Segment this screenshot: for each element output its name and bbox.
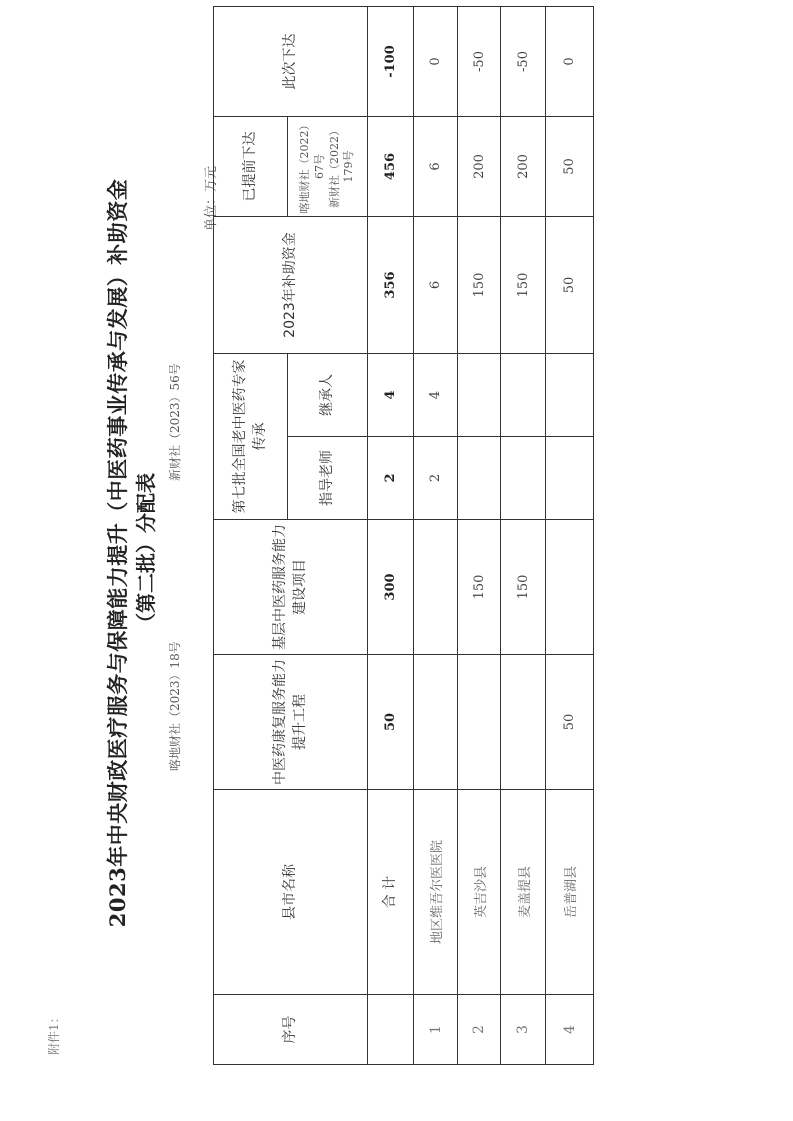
cell-seq: 1 <box>414 995 458 1065</box>
cell-rehab <box>501 655 546 790</box>
cell-name: 麦盖提县 <box>501 790 546 995</box>
cell-this-time: -50 <box>501 7 546 117</box>
cell-seq <box>368 995 414 1065</box>
cell-this-time: -50 <box>458 7 501 117</box>
cell-mentor: 2 <box>368 437 414 520</box>
cell-successor <box>458 354 501 437</box>
table-row <box>414 7 458 1065</box>
cell-mentor: 2 <box>414 437 458 520</box>
cell-prior: 6 <box>414 117 458 217</box>
cell-grassroots: 300 <box>368 520 414 655</box>
cell-prior: 200 <box>458 117 501 217</box>
cell-rehab: 50 <box>546 655 594 790</box>
prior-ref-2: 新财社（2022）179号 <box>327 125 356 208</box>
doc-number-left: 喀地财社（2023）18号 <box>168 641 182 771</box>
cell-mentor <box>501 437 546 520</box>
cell-prior: 50 <box>546 117 594 217</box>
document-subtitle: （第二批）分配表 <box>134 473 158 633</box>
cell-name: 合 计 <box>368 790 414 995</box>
cell-successor <box>546 354 594 437</box>
col-header-mentor: 指导老师 <box>288 437 368 520</box>
col-header-rehab: 中医药康复服务能力提升工程 <box>214 655 368 790</box>
cell-seq: 4 <box>546 995 594 1065</box>
unit-label: 单位：万元 <box>204 165 219 231</box>
cell-prior: 456 <box>368 117 414 217</box>
cell-this-time: 0 <box>414 7 458 117</box>
cell-this-time: 0 <box>546 7 594 117</box>
col-header-this-time: 此次下达 <box>214 7 368 117</box>
col-header-prior-refs <box>288 117 368 217</box>
col-header-grassroots: 基层中医药服务能力建设项目 <box>214 520 368 655</box>
cell-fund-2023: 150 <box>501 217 546 354</box>
cell-prior: 200 <box>501 117 546 217</box>
cell-rehab <box>414 655 458 790</box>
cell-grassroots: 150 <box>501 520 546 655</box>
col-header-expert-group: 第七批全国老中医药专家传承 <box>214 354 288 520</box>
cell-fund-2023: 150 <box>458 217 501 354</box>
col-header-seq: 序号 <box>214 995 368 1065</box>
cell-fund-2023: 6 <box>414 217 458 354</box>
table-row <box>546 7 594 1065</box>
cell-successor <box>501 354 546 437</box>
col-header-2023-fund: 2023年补助资金 <box>214 217 368 354</box>
cell-grassroots <box>414 520 458 655</box>
cell-successor: 4 <box>414 354 458 437</box>
cell-seq: 2 <box>458 995 501 1065</box>
attachment-label: 附件1： <box>47 1011 61 1055</box>
cell-grassroots <box>546 520 594 655</box>
col-header-prior: 已提前下达 <box>214 117 288 217</box>
cell-rehab: 50 <box>368 655 414 790</box>
cell-fund-2023: 356 <box>368 217 414 354</box>
cell-successor: 4 <box>368 354 414 437</box>
col-header-county: 县市名称 <box>214 790 368 995</box>
cell-grassroots: 150 <box>458 520 501 655</box>
table-row <box>501 7 546 1065</box>
cell-this-time: -100 <box>368 7 414 117</box>
prior-ref-1: 喀地财社（2022）67号 <box>297 119 326 214</box>
cell-name: 岳普湖县 <box>546 790 594 995</box>
cell-name: 英吉沙县 <box>458 790 501 995</box>
cell-name: 地区维吾尔医医院 <box>414 790 458 995</box>
cell-mentor <box>546 437 594 520</box>
doc-number-right: 新财社（2023）56号 <box>168 363 182 481</box>
cell-mentor <box>458 437 501 520</box>
document-title: 2023年中央财政医疗服务与保障能力提升（中医药事业传承与发展）补助资金 <box>105 178 130 928</box>
allocation-table <box>213 6 594 1065</box>
cell-seq: 3 <box>501 995 546 1065</box>
cell-fund-2023: 50 <box>546 217 594 354</box>
cell-rehab <box>458 655 501 790</box>
table-row <box>458 7 501 1065</box>
table-row-total <box>368 7 414 1065</box>
col-header-successor: 继承人 <box>288 354 368 437</box>
